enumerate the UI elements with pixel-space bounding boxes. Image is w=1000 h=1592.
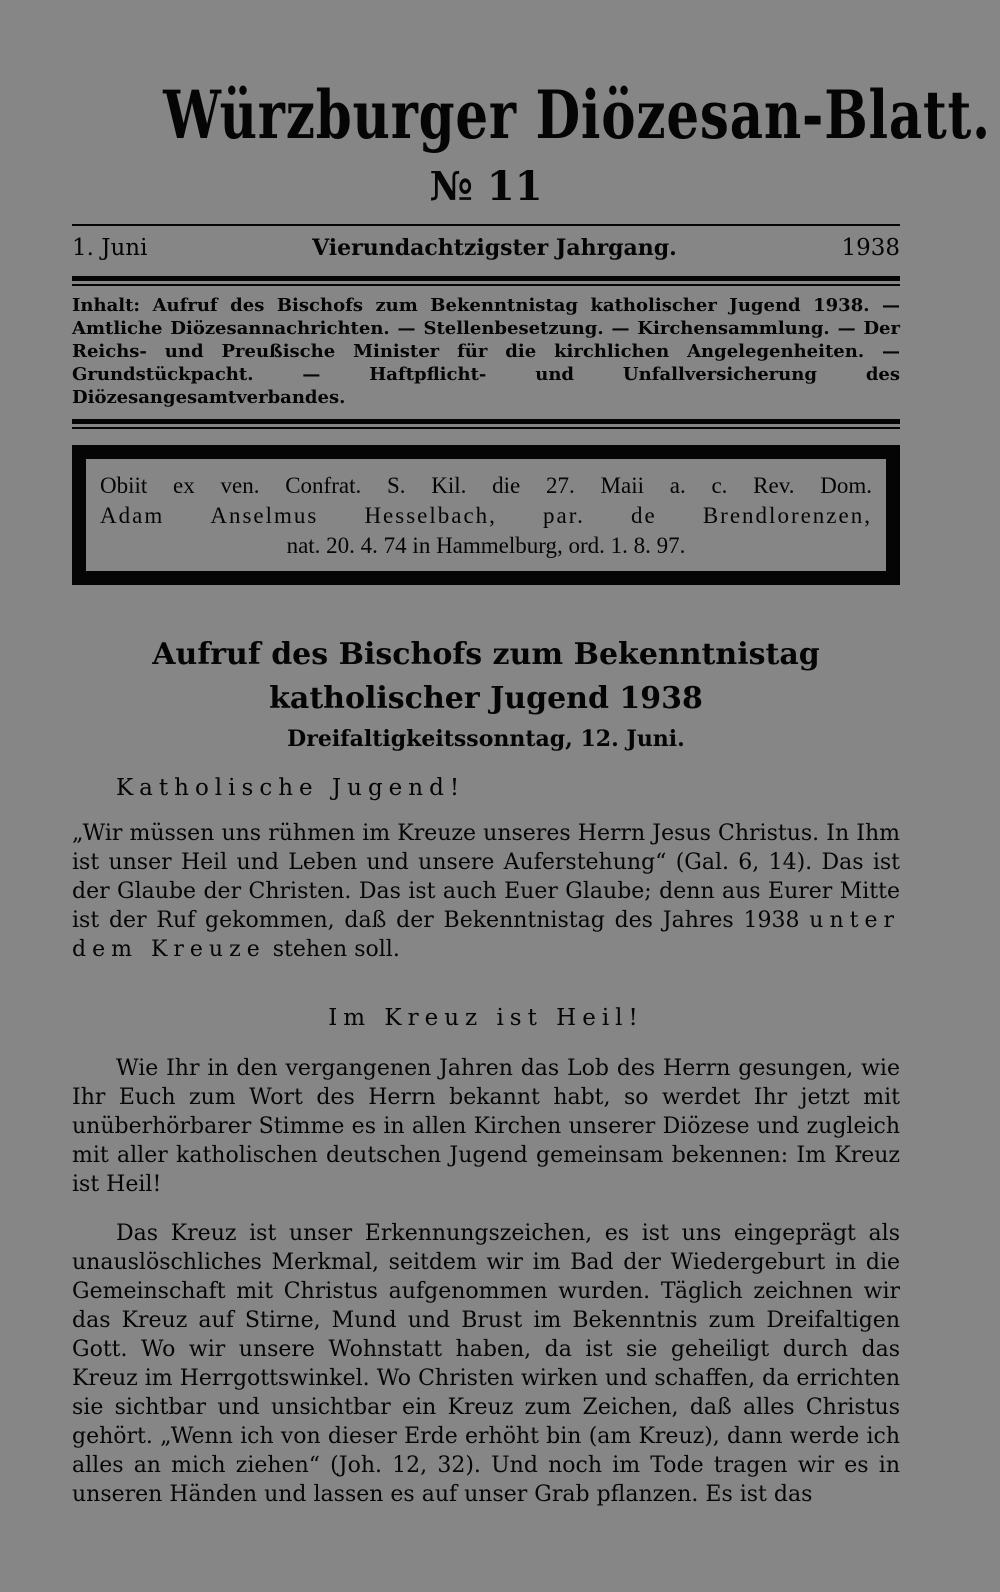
- article-headline: Aufruf des Bischofs zum Bekenntnistag katholischer Jugend 1938: [152, 637, 820, 716]
- article-paragraph-3: Das Kreuz ist unser Erkennungszeichen, es ist uns eingeprägt als unauslöschliches Merkmal, seitdem wir im Bad der Wiedergeburt in die Gemeinschaft mit Christus aufgenommen wurden. Täglich zeichnen wir das Kreuz auf Stirne, Mund und Brust im Bekenntnis zum Dreifaltigen Gott. Wo wir unsere Wohnstatt haben, da ist sie geheiligt durch das Kreuz im Herrgottswinkel. Wo Christen wirken und schaffen, da errichten sie sichtbar und unsichtbar ein Kreuz zum Zeichen, daß alles Christus gehört. „Wenn ich von dieser Erde erhöht bin (am Kreuz), dann werde ich alles an mich ziehen“ (Joh. 12, 32). Und noch im Tode tragen wir es in unseren Händen und lassen es auf unser Grab pflanzen. Es ist das: [72, 1221, 900, 1507]
- obituary-word: Hesselbach,: [364, 503, 497, 528]
- divider-rule: [72, 276, 900, 281]
- section-heading: Im Kreuz ist Heil!: [328, 1005, 644, 1031]
- obituary-word: par.: [543, 503, 585, 528]
- obituary-word: die: [492, 473, 521, 498]
- obituary-word: Rev.: [753, 473, 795, 498]
- paragraph-emphasis: unter dem Kreuze: [72, 908, 900, 962]
- obituary-word: Obiit: [100, 473, 148, 498]
- obituary-word: Confrat.: [285, 473, 362, 498]
- issue-line: [72, 226, 900, 268]
- article-greeting: Katholische Jugend!: [116, 775, 466, 801]
- obituary-word: S.: [386, 473, 406, 498]
- paragraph-text: stehen soll.: [272, 937, 400, 962]
- issue-number: № 11: [429, 163, 543, 210]
- article-paragraph-2: Wie Ihr in den vergangenen Jahren das Lob des Herrn gesungen, wie Ihr Euch zum Wort des Herrn bekannt habt, so werdet Ihr jetzt mit unüberhörbarer Stimme es in allen Kirchen unserer Diözese und zugleich mit aller katholischen deutschen Jugend gemeinsam bekennen: Im Kreuz ist Heil!: [72, 1056, 900, 1197]
- issue-volume: Vierundachtzigster Jahrgang.: [312, 235, 677, 261]
- obituary-word: ven.: [220, 473, 260, 498]
- obituary-word: ex: [173, 473, 195, 498]
- issue-date: 1. Juni: [72, 235, 148, 261]
- contents-lead: Inhalt:: [72, 295, 141, 316]
- obituary-word: c.: [711, 473, 728, 498]
- table-of-contents: [72, 286, 900, 419]
- masthead-title: Würzburger Diözesan-Blatt.: [163, 76, 991, 154]
- obituary-word: Brendlorenzen,: [702, 503, 872, 528]
- paragraph-text: „Wir müssen uns rühmen im Kreuze unseres Herrn Jesus Christus. In Ihm ist unser Heil und Leben und unsere Auferstehung“ (Gal. 6, 14). Das ist der Glaube der Christen. Das ist auch Euer Glaube; denn aus Eurer Mitte ist der Ruf gekommen, daß der Bekenntnistag des Jahres 1938: [72, 821, 900, 933]
- obituary-word: Anselmus: [210, 503, 319, 528]
- issue-year: 1938: [841, 235, 900, 261]
- divider-rule: [72, 419, 900, 424]
- obituary-line-2: [100, 501, 872, 531]
- obituary-line-3: nat. 20. 4. 74 in Hammelburg, ord. 1. 8. 97.: [286, 533, 686, 558]
- contents-text: Aufruf des Bischofs zum Bekenntnistag katholischer Jugend 1938. — Amtliche Diözesannachrichten. — Stellenbesetzung. — Kirchensammlung. — Der Reichs- und Preußische Minister für die kirchlichen Angelegenheiten. — Grundstückpacht. — Haftpflicht- und Unfallversicherung des Diözesangesamtverbandes.: [72, 295, 900, 408]
- article-paragraph-1: [72, 819, 900, 964]
- article-subheadline: Dreifaltigkeitssonntag, 12. Juni.: [287, 726, 685, 752]
- obituary-word: 27.: [546, 473, 575, 498]
- obituary-box: [72, 445, 900, 585]
- obituary-word: Adam: [100, 503, 165, 528]
- obituary-line-1: [100, 471, 872, 501]
- obituary-word: a.: [669, 473, 686, 498]
- obituary-word: Dom.: [820, 473, 872, 498]
- obituary-word: de: [631, 503, 657, 528]
- obituary-word: Kil.: [431, 473, 467, 498]
- obituary-word: Maii: [600, 473, 644, 498]
- newspaper-page: [72, 70, 991, 1509]
- divider-rule: [72, 427, 900, 429]
